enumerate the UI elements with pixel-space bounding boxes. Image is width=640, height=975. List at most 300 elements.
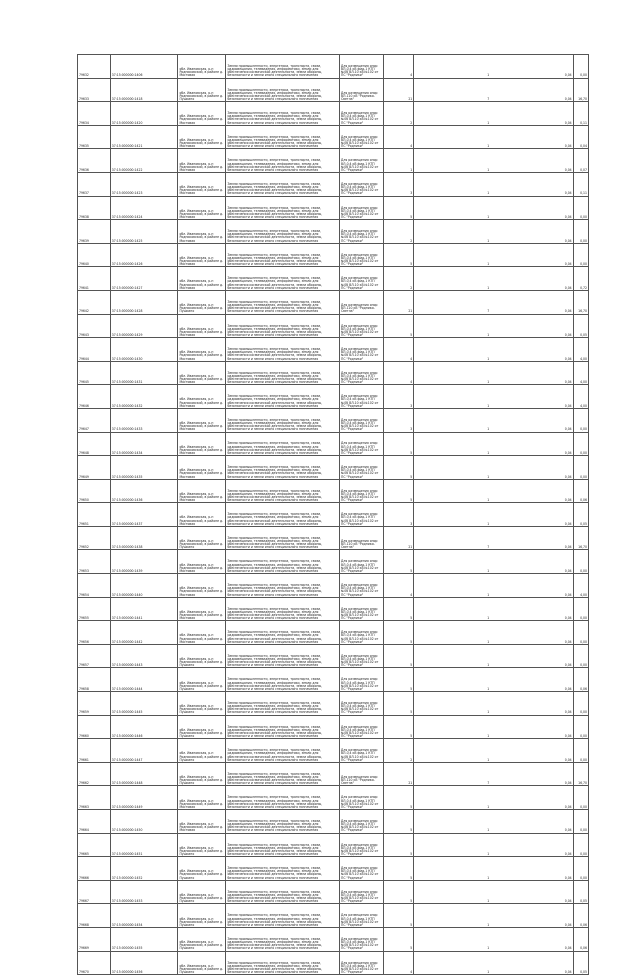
cell-rate: 0,04	[508, 385, 574, 409]
cell-cadastral-number: 37:15:000000:1422	[110, 149, 178, 173]
cell-cadastral-number: 37:15:000000:1429	[110, 314, 178, 338]
cell-area-share: 1	[414, 574, 490, 598]
cell-land-use: Земли промышленности, энергетики, транспорта, связи, радиовещания, телевидения, информатики, земли для обеспечения космической деятельности, земли обороны, безопасности и земли иного специального назначения	[226, 739, 340, 763]
cell-land-use: Земли промышленности, энергетики, транспорта, связи, радиовещания, телевидения, информатики, земли для обеспечения космической деятельности, земли обороны, безопасности и земли иного специального назначения	[226, 338, 340, 362]
cell-empty	[490, 644, 507, 668]
cell-purpose: Для размещения опор ВЛ-0,4 кВ фид.1 КТП №0б ВЛ-10 кВ №102 от ПС "Родники"	[340, 385, 384, 409]
cell-tax: 16,70	[573, 290, 588, 314]
cell-id: 79635	[78, 125, 111, 149]
cell-id: 79637	[78, 172, 111, 196]
cell-purpose: Для размещения опор ВЛ-0,4 кВ фид.1 КТП №0б ВЛ-10 кВ №102 от ПС "Родники"	[340, 314, 384, 338]
cell-location: обл. Ивановская, р-н Родниковский, в районе д. Мостовая	[178, 408, 226, 432]
cell-id: 79666	[78, 857, 111, 881]
cell-land-use: Земли промышленности, энергетики, транспорта, связи, радиовещания, телевидения, информатики, земли для обеспечения космической деятельности, земли обороны, безопасности и земли иного специального назначения	[226, 408, 340, 432]
cell-tax: 0,72	[573, 267, 588, 291]
cell-empty	[490, 196, 507, 220]
cell-area-share: 7	[414, 78, 490, 102]
cell-empty	[490, 408, 507, 432]
cell-empty	[490, 810, 507, 834]
cell-purpose: Для размещения опор ВЛ-0,4 кВ фид.1 КТП №0б ВЛ-10 кВ №102 от ПС "Родники"	[340, 479, 384, 503]
cell-location: обл. Ивановская, р-н Родниковский, в районе д. Мостовая	[178, 550, 226, 574]
cell-location: обл. Ивановская, р-н Родниковский, в районе д. Мостовая	[178, 196, 226, 220]
cell-area-share: 1	[414, 479, 490, 503]
cell-empty	[490, 715, 507, 739]
cell-location: обл. Ивановская, р-н Родниковский, в районе д. Мостовая	[178, 361, 226, 385]
cell-tax: 0,00	[573, 550, 588, 574]
cell-cadastral-number: 37:15:000000:1448	[110, 762, 178, 786]
cell-purpose: Для размещения опор ВЛ-0,4 кВ фид.1 КТП №0б ВЛ-10 кВ №102 от ПС "Родники"	[340, 810, 384, 834]
cell-purpose: Для размещения опор ВЛ-0,4 кВ фид.1 КТП №0б ВЛ-10 кВ №102 от ПС "Родники"	[340, 196, 384, 220]
cell-area: 3	[383, 408, 414, 432]
cell-area-share: 1	[414, 196, 490, 220]
cell-area-share: 1	[414, 220, 490, 244]
spreadsheet-page	[77, 54, 589, 975]
cell-empty	[490, 361, 507, 385]
cell-rate: 0,04	[508, 762, 574, 786]
cell-tax: 4,00	[573, 361, 588, 385]
cell-purpose: Для размещения опор ВЛ-0,4 кВ фид.1 КТП №0б ВЛ-10 кВ №102 от ПС "Родники"	[340, 927, 384, 951]
cell-land-use: Земли промышленности, энергетики, транспорта, связи, радиовещания, телевидения, информатики, земли для обеспечения космической деятельности, земли обороны, безопасности и земли иного специального назначения	[226, 78, 340, 102]
cell-land-use: Земли промышленности, энергетики, транспорта, связи, радиовещания, телевидения, информатики, земли для обеспечения космической деятельности, земли обороны, безопасности и земли иного специального назначения	[226, 314, 340, 338]
cell-rate: 0,04	[508, 78, 574, 102]
cell-empty	[490, 78, 507, 102]
cell-id: 79651	[78, 503, 111, 527]
cell-tax: 0,00	[573, 739, 588, 763]
cell-tax: 16,70	[573, 78, 588, 102]
cell-id: 79667	[78, 880, 111, 904]
cell-rate: 0,04	[508, 172, 574, 196]
cell-area-share: 1	[414, 857, 490, 881]
table-row	[78, 904, 589, 928]
table-row	[78, 314, 589, 338]
cell-area: 3	[383, 503, 414, 527]
cell-cadastral-number: 37:15:000000:1444	[110, 668, 178, 692]
cell-location: обл. Ивановская, р-н Родниковский, в районе д. Мостовая	[178, 810, 226, 834]
cell-empty	[490, 526, 507, 550]
cell-purpose: Для размещения опор ВЛ-0,4 кВ фид.1 КТП №0б ВЛ-10 кВ №102 от ПС "Родники"	[340, 408, 384, 432]
cell-purpose: Для размещения опор ВЛ-0,4 кВ фид.1 КТП №0б ВЛ-10 кВ №102 от ПС "Родники"	[340, 621, 384, 645]
cell-tax: 0,00	[573, 243, 588, 267]
cell-area-share: 1	[414, 951, 490, 975]
cell-id: 79644	[78, 338, 111, 362]
cell-purpose: Для размещения опор ВЛ-0,4 кВ фид.1 КТП №0б ВЛ-10 кВ №102 от ПС "Родники"	[340, 220, 384, 244]
cell-purpose: Для размещения опор ВЛ-0,4 кВ фид.1 КТП №0б ВЛ-10 кВ №102 от ПС "Родники"	[340, 786, 384, 810]
cell-empty	[490, 338, 507, 362]
cell-location: обл. Ивановская, р-н Родниковский, в районе д. Пушкино	[178, 762, 226, 786]
cell-empty	[490, 479, 507, 503]
cell-empty	[490, 149, 507, 173]
cell-cadastral-number: 37:15:000000:1425	[110, 220, 178, 244]
cell-area: 5	[383, 786, 414, 810]
cell-empty	[490, 597, 507, 621]
cell-purpose: Для размещения опор ВЛ-110 кВ "Родники-Светла"	[340, 762, 384, 786]
cell-land-use: Земли промышленности, энергетики, транспорта, связи, радиовещания, телевидения, информатики, земли для обеспечения космической деятельности, земли обороны, безопасности и земли иного специального назначения	[226, 526, 340, 550]
cell-area: 21	[383, 526, 414, 550]
cell-area-share: 1	[414, 338, 490, 362]
table-row	[78, 526, 589, 550]
cell-tax: 0,00	[573, 220, 588, 244]
cell-rate: 0,04	[508, 786, 574, 810]
cell-cadastral-number: 37:15:000000:1456	[110, 951, 178, 975]
cell-cadastral-number: 37:15:000000:1418	[110, 78, 178, 102]
cell-id: 79668	[78, 904, 111, 928]
cell-land-use: Земли промышленности, энергетики, транспорта, связи, радиовещания, телевидения, информатики, земли для обеспечения космической деятельности, земли обороны, безопасности и земли иного специального назначения	[226, 786, 340, 810]
table-row	[78, 408, 589, 432]
cell-area-share: 1	[414, 550, 490, 574]
cell-tax: 4,00	[573, 574, 588, 598]
cell-rate: 0,04	[508, 149, 574, 173]
cell-purpose: Для размещения опор ВЛ-0,4 кВ фид.1 КТП №0б ВЛ-10 кВ №102 от ПС "Родники"	[340, 267, 384, 291]
cell-area: 5	[383, 857, 414, 881]
cell-area: 4	[383, 125, 414, 149]
cell-tax: 0,00	[573, 644, 588, 668]
cell-tax: 0,00	[573, 432, 588, 456]
cell-cadastral-number: 37:15:000000:1431	[110, 361, 178, 385]
cell-purpose: Для размещения опор ВЛ-0,4 кВ фид.1 КТП №0б ВЛ-10 кВ №102 от ПС "Родники"	[340, 739, 384, 763]
cell-cadastral-number: 37:15:000000:1452	[110, 857, 178, 881]
cell-area: 5	[383, 692, 414, 716]
cell-purpose: Для размещения опор ВЛ-0,4 кВ фид.1 КТП №0б ВЛ-10 кВ №102 от ПС "Родники"	[340, 668, 384, 692]
cell-tax: 0,00	[573, 786, 588, 810]
cell-cadastral-number: 37:15:000000:1436	[110, 479, 178, 503]
table-row	[78, 668, 589, 692]
cell-location: обл. Ивановская, р-н Родниковский, в районе д. Пушкино	[178, 668, 226, 692]
cell-location: обл. Ивановская, р-н Родниковский, в районе д. Мостовая	[178, 172, 226, 196]
cell-area-share: 1	[414, 644, 490, 668]
cell-empty	[490, 621, 507, 645]
cell-id: 79669	[78, 927, 111, 951]
cell-land-use: Земли промышленности, энергетики, транспорта, связи, радиовещания, телевидения, информатики, земли для обеспечения космической деятельности, земли обороны, безопасности и земли иного специального назначения	[226, 621, 340, 645]
cell-cadastral-number: 37:15:000000:1439	[110, 550, 178, 574]
cell-purpose: Для размещения опор ВЛ-0,4 кВ фид.1 КТП №0б ВЛ-10 кВ №102 от ПС "Родники"	[340, 833, 384, 857]
cell-purpose: Для размещения опор ВЛ-0,4 кВ фид.1 КТП №0б ВЛ-10 кВ №102 от ПС "Родники"	[340, 880, 384, 904]
cell-cadastral-number: 37:15:000000:1430	[110, 338, 178, 362]
cell-land-use: Земли промышленности, энергетики, транспорта, связи, радиовещания, телевидения, информатики, земли для обеспечения космической деятельности, земли обороны, безопасности и земли иного специального назначения	[226, 644, 340, 668]
cell-area: 2	[383, 267, 414, 291]
table-body	[78, 55, 589, 975]
cell-empty	[490, 503, 507, 527]
cell-empty	[490, 385, 507, 409]
cell-land-use: Земли промышленности, энергетики, транспорта, связи, радиовещания, телевидения, информатики, земли для обеспечения космической деятельности, земли обороны, безопасности и земли иного специального назначения	[226, 432, 340, 456]
cell-area: 5	[383, 880, 414, 904]
cell-area: 5	[383, 479, 414, 503]
cell-area: 5	[383, 810, 414, 834]
cell-empty	[490, 904, 507, 928]
cell-land-use: Земли промышленности, энергетики, транспорта, связи, радиовещания, телевидения, информатики, земли для обеспечения космической деятельности, земли обороны, безопасности и земли иного специального назначения	[226, 172, 340, 196]
cell-rate: 0,04	[508, 857, 574, 881]
cell-id: 79660	[78, 715, 111, 739]
cell-empty	[490, 102, 507, 126]
cell-land-use: Земли промышленности, энергетики, транспорта, связи, радиовещания, телевидения, информатики, земли для обеспечения космической деятельности, земли обороны, безопасности и земли иного специального назначения	[226, 55, 340, 79]
cell-area: 5	[383, 833, 414, 857]
cell-cadastral-number: 37:15:000000:1426	[110, 243, 178, 267]
table-row	[78, 385, 589, 409]
cell-cadastral-number: 37:15:000000:1433	[110, 408, 178, 432]
cell-area: 5	[383, 456, 414, 480]
cell-area: 5	[383, 196, 414, 220]
cell-id: 79634	[78, 102, 111, 126]
cell-empty	[490, 857, 507, 881]
cell-area-share: 1	[414, 55, 490, 79]
cell-cadastral-number: 37:15:000000:1438	[110, 526, 178, 550]
cell-empty	[490, 880, 507, 904]
cell-tax: 0,00	[573, 456, 588, 480]
cell-area-share: 1	[414, 314, 490, 338]
table-row	[78, 503, 589, 527]
cell-area: 1	[383, 149, 414, 173]
cell-area-share: 1	[414, 432, 490, 456]
cell-empty	[490, 55, 507, 79]
cell-rate: 0,04	[508, 432, 574, 456]
cell-area-share: 1	[414, 739, 490, 763]
table-row	[78, 78, 589, 102]
cell-id: 79658	[78, 668, 111, 692]
cell-land-use: Земли промышленности, энергетики, транспорта, связи, радиовещания, телевидения, информатики, земли для обеспечения космической деятельности, земли обороны, безопасности и земли иного специального назначения	[226, 692, 340, 716]
cell-area-share: 1	[414, 880, 490, 904]
cell-empty	[490, 432, 507, 456]
cell-empty	[490, 739, 507, 763]
cell-location: обл. Ивановская, р-н Родниковский, в районе д. Пушкино	[178, 526, 226, 550]
cell-rate: 0,04	[508, 621, 574, 645]
cell-cadastral-number: 37:15:000000:1445	[110, 692, 178, 716]
cell-location: обл. Ивановская, р-н Родниковский, в районе д. Мостовая	[178, 314, 226, 338]
cell-area: 2	[383, 102, 414, 126]
cell-tax: 0,06	[573, 479, 588, 503]
cell-tax: 0,04	[573, 125, 588, 149]
cell-rate: 0,04	[508, 526, 574, 550]
cell-purpose: Для размещения опор ВЛ-0,4 кВ фид.1 КТП №0б ВЛ-10 кВ №102 от ПС "Родники"	[340, 644, 384, 668]
cell-rate: 0,04	[508, 904, 574, 928]
table-row	[78, 810, 589, 834]
cell-rate: 0,04	[508, 243, 574, 267]
cell-location: обл. Ивановская, р-н Родниковский, в районе д. Пушкино	[178, 833, 226, 857]
table-row	[78, 762, 589, 786]
cell-empty	[490, 243, 507, 267]
table-row	[78, 550, 589, 574]
cell-area: 21	[383, 762, 414, 786]
table-row	[78, 125, 589, 149]
cell-tax: 0,05	[573, 880, 588, 904]
cell-id: 79653	[78, 550, 111, 574]
table-row	[78, 927, 589, 951]
cell-rate: 0,04	[508, 125, 574, 149]
cell-location: обл. Ивановская, р-н Родниковский, в районе д. Пушкино	[178, 78, 226, 102]
cell-rate: 0,04	[508, 927, 574, 951]
cell-area-share: 1	[414, 361, 490, 385]
cell-tax: 0,00	[573, 408, 588, 432]
cell-area: 4	[383, 361, 414, 385]
cell-cadastral-number: 37:15:000000:1421	[110, 125, 178, 149]
cell-rate: 0,04	[508, 715, 574, 739]
cell-land-use: Земли промышленности, энергетики, транспорта, связи, радиовещания, телевидения, информатики, земли для обеспечения космической деятельности, земли обороны, безопасности и земли иного специального назначения	[226, 503, 340, 527]
cell-location: обл. Ивановская, р-н Родниковский, в районе д. Пушкино	[178, 290, 226, 314]
cell-id: 79656	[78, 621, 111, 645]
cell-rate: 0,04	[508, 456, 574, 480]
cell-area-share: 1	[414, 456, 490, 480]
cell-rate: 0,04	[508, 102, 574, 126]
cell-land-use: Земли промышленности, энергетики, транспорта, связи, радиовещания, телевидения, информатики, земли для обеспечения космической деятельности, земли обороны, безопасности и земли иного специального назначения	[226, 904, 340, 928]
cell-land-use: Земли промышленности, энергетики, транспорта, связи, радиовещания, телевидения, информатики, земли для обеспечения космической деятельности, земли обороны, безопасности и земли иного специального назначения	[226, 951, 340, 975]
cell-location: обл. Ивановская, р-н Родниковский, в районе д. Пушкино	[178, 739, 226, 763]
cell-cadastral-number: 37:15:000000:1420	[110, 102, 178, 126]
cell-empty	[490, 220, 507, 244]
cell-rate: 0,04	[508, 55, 574, 79]
cell-empty	[490, 456, 507, 480]
cell-location: обл. Ивановская, р-н Родниковский, в районе д. Пушкино	[178, 715, 226, 739]
cell-location: обл. Ивановская, р-н Родниковский, в районе д. Пушкино	[178, 692, 226, 716]
cell-id: 79643	[78, 314, 111, 338]
cell-land-use: Земли промышленности, энергетики, транспорта, связи, радиовещания, телевидения, информатики, земли для обеспечения космической деятельности, земли обороны, безопасности и земли иного специального назначения	[226, 574, 340, 598]
cell-id: 79636	[78, 149, 111, 173]
cell-location: обл. Ивановская, р-н Родниковский, в районе д. Пушкино	[178, 880, 226, 904]
table-row	[78, 951, 589, 975]
cell-id: 79641	[78, 267, 111, 291]
cell-area-share: 1	[414, 715, 490, 739]
cell-area: 2	[383, 220, 414, 244]
table-row	[78, 196, 589, 220]
cell-rate: 0,04	[508, 644, 574, 668]
cell-rate: 0,04	[508, 833, 574, 857]
table-row	[78, 621, 589, 645]
table-row	[78, 172, 589, 196]
cell-location: обл. Ивановская, р-н Родниковский, в районе д. Мостовая	[178, 243, 226, 267]
cell-land-use: Земли промышленности, энергетики, транспорта, связи, радиовещания, телевидения, информатики, земли для обеспечения космической деятельности, земли обороны, безопасности и земли иного специального назначения	[226, 715, 340, 739]
cell-area-share: 1	[414, 385, 490, 409]
cell-empty	[490, 951, 507, 975]
table-row	[78, 102, 589, 126]
cell-land-use: Земли промышленности, энергетики, транспорта, связи, радиовещания, телевидения, информатики, земли для обеспечения космической деятельности, земли обороны, безопасности и земли иного специального назначения	[226, 880, 340, 904]
cell-area: 5	[383, 243, 414, 267]
cell-land-use: Земли промышленности, энергетики, транспорта, связи, радиовещания, телевидения, информатики, земли для обеспечения космической деятельности, земли обороны, безопасности и земли иного специального назначения	[226, 550, 340, 574]
cell-empty	[490, 833, 507, 857]
cell-land-use: Земли промышленности, энергетики, транспорта, связи, радиовещания, телевидения, информатики, земли для обеспечения космической деятельности, земли обороны, безопасности и земли иного специального назначения	[226, 927, 340, 951]
cell-rate: 0,04	[508, 597, 574, 621]
table-row	[78, 597, 589, 621]
cell-purpose: Для размещения опор ВЛ-110 кВ "Родники-Светла"	[340, 78, 384, 102]
cell-purpose: Для размещения опор ВЛ-0,4 кВ фид.1 КТП №0б ВЛ-10 кВ №102 от ПС "Родники"	[340, 243, 384, 267]
cell-tax: 0,06	[573, 904, 588, 928]
cell-tax: 0,05	[573, 314, 588, 338]
cell-area: 5	[383, 715, 414, 739]
cell-location: обл. Ивановская, р-н Родниковский, в районе д. Пушкино	[178, 951, 226, 975]
cell-cadastral-number: 37:15:000000:1450	[110, 810, 178, 834]
cell-purpose: Для размещения опор ВЛ-0,4 кВ фид.1 КТП №0б ВЛ-10 кВ №102 от ПС "Родники"	[340, 432, 384, 456]
cell-purpose: Для размещения опор ВЛ-0,4 кВ фид.1 КТП №0б ВЛ-10 кВ №102 от ПС "Родники"	[340, 456, 384, 480]
cell-land-use: Земли промышленности, энергетики, транспорта, связи, радиовещания, телевидения, информатики, земли для обеспечения космической деятельности, земли обороны, безопасности и земли иного специального назначения	[226, 220, 340, 244]
cell-area: 21	[383, 78, 414, 102]
cell-land-use: Земли промышленности, энергетики, транспорта, связи, радиовещания, телевидения, информатики, земли для обеспечения космической деятельности, земли обороны, безопасности и земли иного специального назначения	[226, 810, 340, 834]
cell-tax: 0,00	[573, 55, 588, 79]
table-row	[78, 290, 589, 314]
cell-location: обл. Ивановская, р-н Родниковский, в районе д. Мостовая	[178, 503, 226, 527]
cell-location: обл. Ивановская, р-н Родниковский, в районе д. Мостовая	[178, 479, 226, 503]
cell-purpose: Для размещения опор ВЛ-0,4 кВ фид.1 КТП №0б ВЛ-10 кВ №102 от ПС "Родники"	[340, 55, 384, 79]
table-row	[78, 361, 589, 385]
cell-area: 21	[383, 290, 414, 314]
table-row	[78, 432, 589, 456]
cell-empty	[490, 290, 507, 314]
cell-area-share: 1	[414, 668, 490, 692]
cell-cadastral-number: 37:15:000000:1454	[110, 904, 178, 928]
cell-land-use: Земли промышленности, энергетики, транспорта, связи, радиовещания, телевидения, информатики, земли для обеспечения космической деятельности, земли обороны, безопасности и земли иного специального назначения	[226, 668, 340, 692]
cell-land-use: Земли промышленности, энергетики, транспорта, связи, радиовещания, телевидения, информатики, земли для обеспечения космической деятельности, земли обороны, безопасности и земли иного специального назначения	[226, 385, 340, 409]
cell-tax: 0,11	[573, 172, 588, 196]
cell-rate: 0,04	[508, 739, 574, 763]
cell-id: 79632	[78, 55, 111, 79]
cell-cadastral-number: 37:15:000000:1453	[110, 880, 178, 904]
cell-location: обл. Ивановская, р-н Родниковский, в районе д. Мостовая	[178, 385, 226, 409]
cell-tax: 0,06	[573, 668, 588, 692]
cell-area-share: 1	[414, 408, 490, 432]
table-row	[78, 692, 589, 716]
cell-cadastral-number: 37:15:000000:1432	[110, 385, 178, 409]
cell-area-share: 1	[414, 172, 490, 196]
cell-purpose: Для размещения опор ВЛ-0,4 кВ фид.1 КТП №0б ВЛ-10 кВ №102 от ПС "Родники"	[340, 550, 384, 574]
cell-area-share: 1	[414, 810, 490, 834]
cell-id: 79661	[78, 739, 111, 763]
cell-land-use: Земли промышленности, энергетики, транспорта, связи, радиовещания, телевидения, информатики, земли для обеспечения космической деятельности, земли обороны, безопасности и земли иного специального назначения	[226, 243, 340, 267]
cell-purpose: Для размещения опор ВЛ-0,4 кВ фид.1 КТП №0б ВЛ-10 кВ №102 от ПС "Родники"	[340, 361, 384, 385]
cell-cadastral-number: 37:15:000000:1435	[110, 456, 178, 480]
cell-tax: 0,00	[573, 857, 588, 881]
cell-area: 3	[383, 172, 414, 196]
cell-land-use: Земли промышленности, энергетики, транспорта, связи, радиовещания, телевидения, информатики, земли для обеспечения космической деятельности, земли обороны, безопасности и земли иного специального назначения	[226, 857, 340, 881]
cell-empty	[490, 314, 507, 338]
cell-land-use: Земли промышленности, энергетики, транспорта, связи, радиовещания, телевидения, информатики, земли для обеспечения космической деятельности, земли обороны, безопасности и земли иного специального назначения	[226, 597, 340, 621]
cell-area: 5	[383, 314, 414, 338]
cell-area-share: 1	[414, 621, 490, 645]
cell-id: 79650	[78, 479, 111, 503]
cell-purpose: Для размещения опор ВЛ-0,4 кВ фид.1 КТП №0б ВЛ-10 кВ №102 от ПС "Родники"	[340, 125, 384, 149]
cell-id: 79654	[78, 574, 111, 598]
land-plots-table	[77, 54, 589, 975]
cell-tax: 4,00	[573, 338, 588, 362]
cell-tax: 0,00	[573, 833, 588, 857]
cell-tax: 0,00	[573, 810, 588, 834]
cell-tax: 0,07	[573, 149, 588, 173]
cell-area: 4	[383, 338, 414, 362]
cell-location: обл. Ивановская, р-н Родниковский, в районе д. Мостовая	[178, 55, 226, 79]
cell-rate: 0,04	[508, 220, 574, 244]
cell-tax: 0,05	[573, 503, 588, 527]
cell-tax: 0,05	[573, 951, 588, 975]
cell-id: 79646	[78, 385, 111, 409]
cell-id: 79662	[78, 762, 111, 786]
cell-purpose: Для размещения опор ВЛ-0,4 кВ фид.1 КТП №0б ВЛ-10 кВ №102 от ПС "Родники"	[340, 574, 384, 598]
cell-area-share: 1	[414, 503, 490, 527]
cell-cadastral-number: 37:15:000000:1434	[110, 432, 178, 456]
cell-area-share: 1	[414, 267, 490, 291]
cell-cadastral-number: 37:15:000000:1443	[110, 644, 178, 668]
cell-cadastral-number: 37:15:000000:1446	[110, 715, 178, 739]
table-row	[78, 267, 589, 291]
cell-rate: 0,04	[508, 408, 574, 432]
cell-rate: 0,04	[508, 692, 574, 716]
cell-cadastral-number: 37:15:000000:1440	[110, 574, 178, 598]
cell-area: 2	[383, 739, 414, 763]
table-row	[78, 149, 589, 173]
cell-id: 79640	[78, 243, 111, 267]
cell-id: 79633	[78, 78, 111, 102]
cell-rate: 0,04	[508, 880, 574, 904]
cell-id: 79670	[78, 951, 111, 975]
table-row	[78, 574, 589, 598]
cell-cadastral-number: 37:15:000000:1427	[110, 267, 178, 291]
cell-location: обл. Ивановская, р-н Родниковский, в районе д. Мостовая	[178, 125, 226, 149]
cell-area-share: 1	[414, 243, 490, 267]
cell-location: обл. Ивановская, р-н Родниковский, в районе д. Мостовая	[178, 220, 226, 244]
cell-area: 4	[383, 951, 414, 975]
